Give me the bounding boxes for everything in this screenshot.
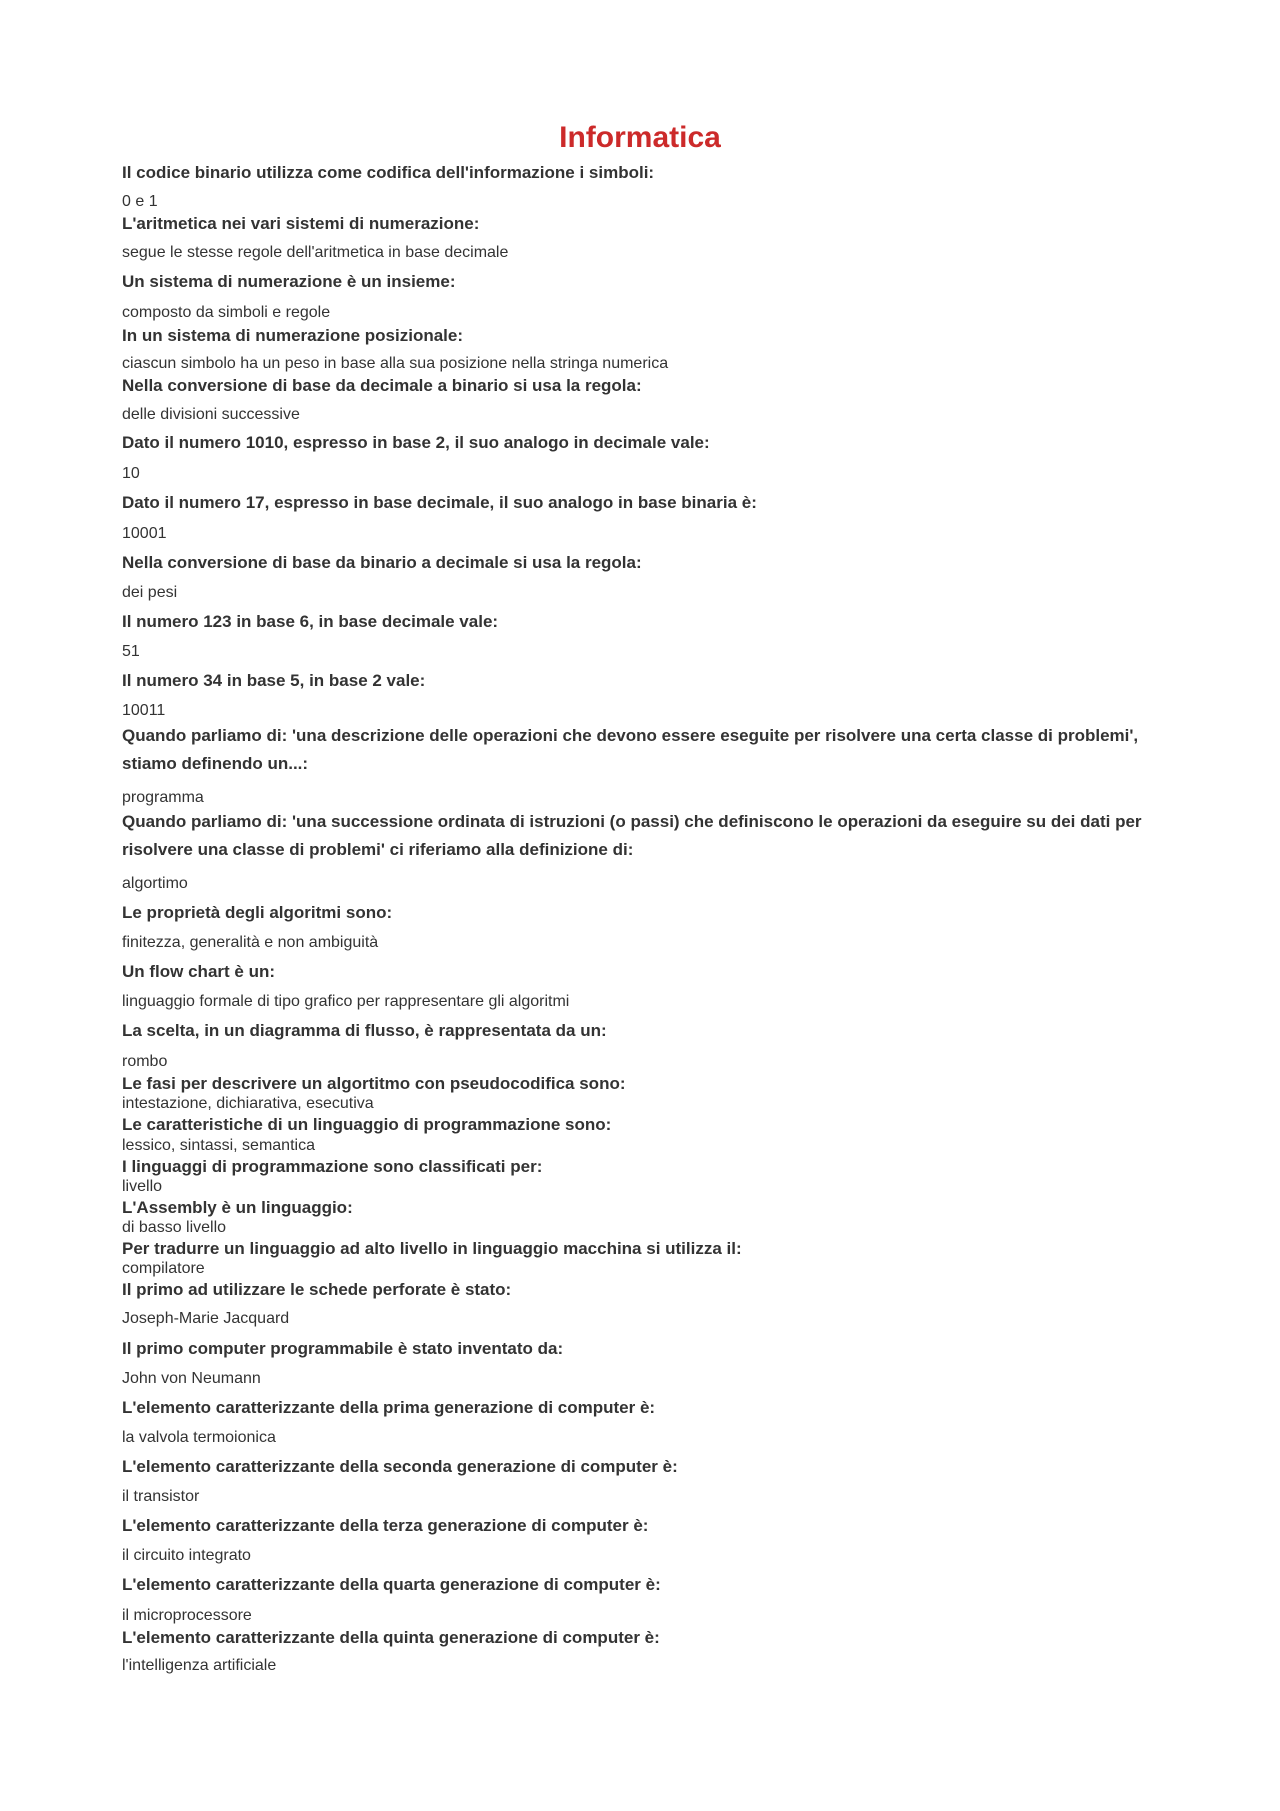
question-14: Un flow chart è un: [122, 962, 275, 981]
page-title: Informatica [559, 121, 721, 154]
answer-6: 10 [122, 465, 140, 482]
answer-17: lessico, sintassi, semantica [122, 1137, 315, 1154]
answer-26: il microprocessore [122, 1607, 252, 1624]
answer-7: 10001 [122, 525, 167, 542]
question-8: Nella conversione di base da binario a decimale si usa la regola: [122, 553, 642, 572]
question-16: Le fasi per descrivere un algortitmo con pseudocodifica sono: [122, 1074, 626, 1093]
answer-8: dei pesi [122, 584, 178, 601]
question-26: L'elemento caratterizzante della quarta generazione di computer è: [122, 1575, 661, 1594]
question-11: Quando parliamo di: 'una descrizione delle operazioni che devono essere eseguite per risolvere una certa classe di problemi', stiamo definendo un...: [122, 726, 1139, 773]
answer-13: finitezza, generalità e non ambiguità [122, 934, 379, 951]
question-1: Il codice binario utilizza come codifica dell'informazione i simboli: [122, 163, 655, 182]
question-18: I linguaggi di programmazione sono classificati per: [122, 1157, 543, 1176]
answer-15: rombo [122, 1053, 168, 1070]
answer-5: delle divisioni successive [122, 406, 300, 423]
answer-25: il circuito integrato [122, 1547, 251, 1564]
answer-1: 0 e 1 [122, 193, 158, 210]
answer-2: segue le stesse regole dell'aritmetica in base decimale [122, 244, 509, 261]
question-12: Quando parliamo di: 'una successione ordinata di istruzioni (o passi) che definiscono le operazioni da eseguire su dei dati per risolvere una classe di problemi' ci riferiamo alla definizione di: [122, 812, 1142, 859]
question-21: Il primo ad utilizzare le schede perforate è stato: [122, 1280, 512, 1299]
answer-19: di basso livello [122, 1219, 227, 1236]
question-3: Un sistema di numerazione è un insieme: [122, 272, 456, 291]
question-19: L'Assembly è un linguaggio: [122, 1198, 353, 1217]
question-24: L'elemento caratterizzante della seconda generazione di computer è: [122, 1457, 678, 1476]
question-22: Il primo computer programmabile è stato inventato da: [122, 1339, 564, 1358]
question-5: Nella conversione di base da decimale a binario si usa la regola: [122, 376, 642, 395]
answer-27: l'intelligenza artificiale [122, 1657, 277, 1674]
answer-3: composto da simboli e regole [122, 304, 331, 321]
answer-11: programma [122, 789, 204, 806]
question-20: Per tradurre un linguaggio ad alto livello in linguaggio macchina si utilizza il: [122, 1239, 742, 1258]
question-25: L'elemento caratterizzante della terza generazione di computer è: [122, 1516, 649, 1535]
answer-4: ciascun simbolo ha un peso in base alla sua posizione nella stringa numerica [122, 355, 669, 372]
question-17: Le caratteristiche di un linguaggio di programmazione sono: [122, 1115, 612, 1134]
answer-9: 51 [122, 643, 140, 660]
answer-14: linguaggio formale di tipo grafico per rappresentare gli algoritmi [122, 993, 570, 1010]
answer-22: John von Neumann [122, 1370, 261, 1387]
answer-21: Joseph-Marie Jacquard [122, 1310, 290, 1327]
answer-24: il transistor [122, 1488, 200, 1505]
question-4: In un sistema di numerazione posizionale: [122, 326, 464, 345]
answer-23: la valvola termoionica [122, 1429, 276, 1446]
question-13: Le proprietà degli algoritmi sono: [122, 903, 393, 922]
answer-20: compilatore [122, 1260, 205, 1277]
question-23: L'elemento caratterizzante della prima generazione di computer è: [122, 1398, 656, 1417]
question-2: L'aritmetica nei vari sistemi di numerazione: [122, 214, 480, 233]
answer-18: livello [122, 1178, 163, 1195]
question-6: Dato il numero 1010, espresso in base 2, il suo analogo in decimale vale: [122, 433, 710, 452]
answer-16: intestazione, dichiarativa, esecutiva [122, 1095, 374, 1112]
question-27: L'elemento caratterizzante della quinta generazione di computer è: [122, 1628, 660, 1647]
question-7: Dato il numero 17, espresso in base decimale, il suo analogo in base binaria è: [122, 493, 757, 512]
question-10: Il numero 34 in base 5, in base 2 vale: [122, 671, 426, 690]
question-9: Il numero 123 in base 6, in base decimale vale: [122, 612, 499, 631]
answer-12: algortimo [122, 875, 188, 892]
question-15: La scelta, in un diagramma di flusso, è rappresentata da un: [122, 1021, 607, 1040]
answer-10: 10011 [122, 702, 166, 719]
